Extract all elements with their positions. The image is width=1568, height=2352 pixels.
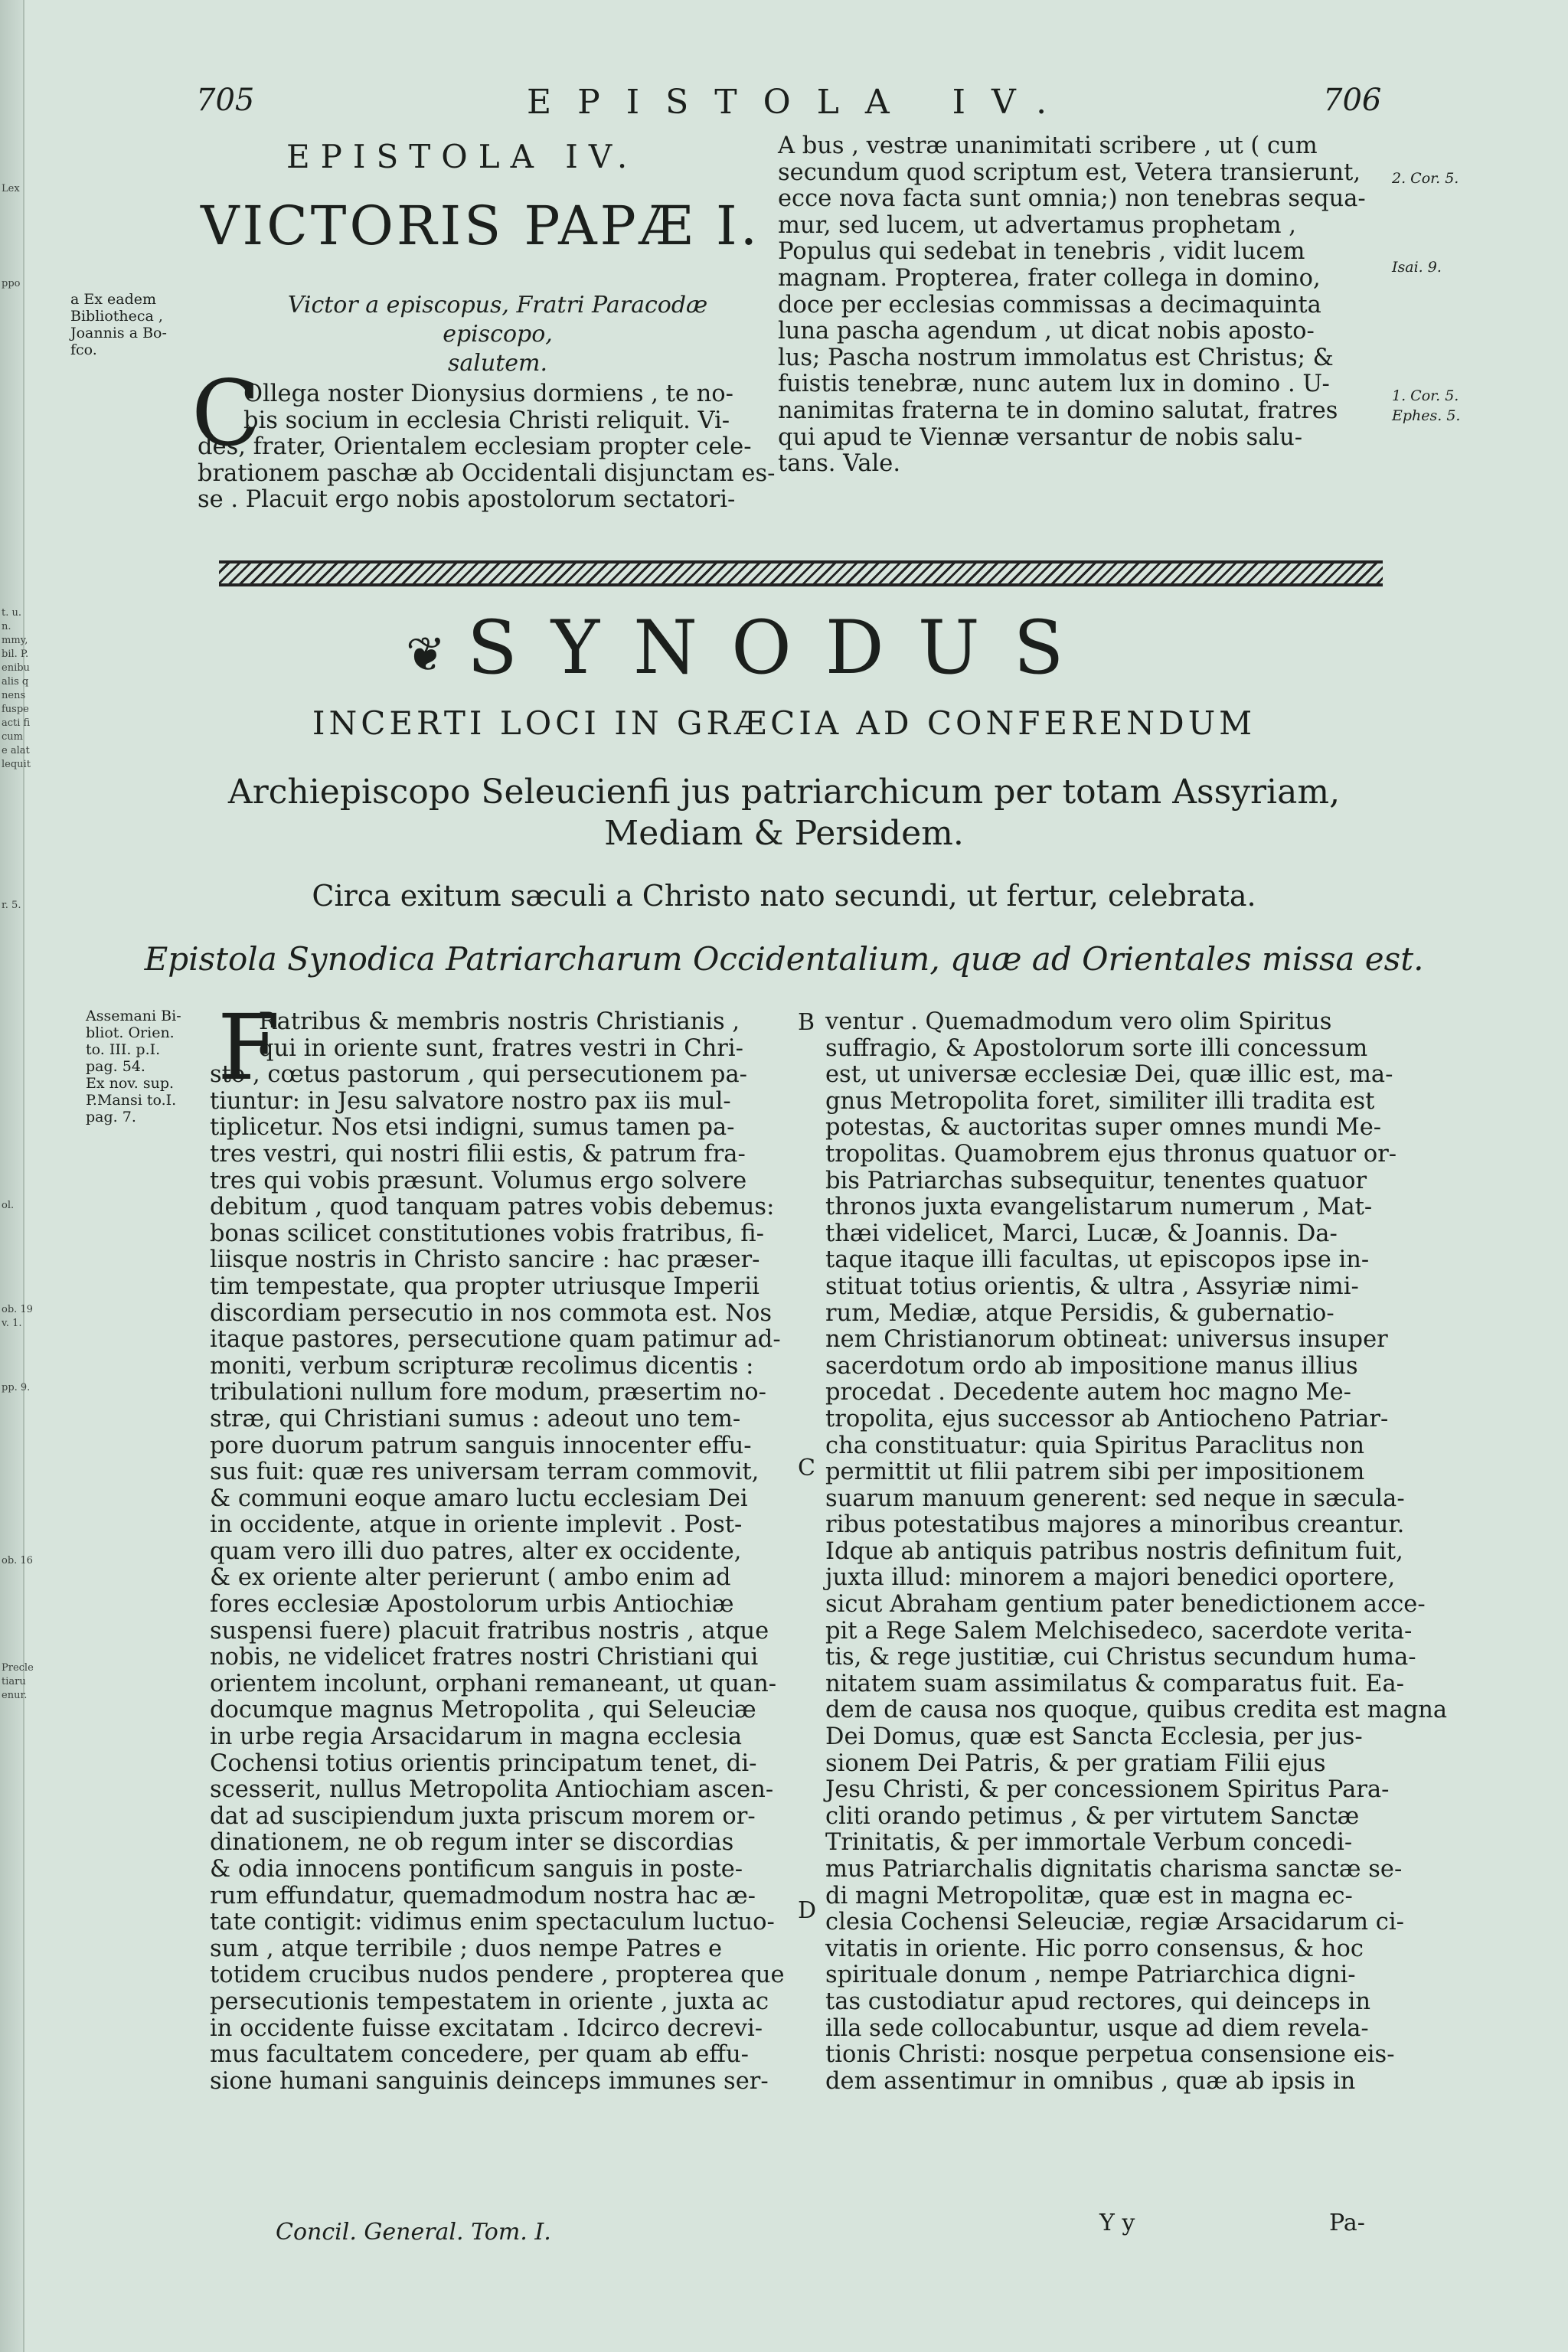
epistola-right-column <box>778 133 1390 478</box>
text-line: totidem crucibus nudos pendere , propterea que <box>210 1962 785 1989</box>
text-line: vitatis in oriente. Hic porro consensus, & hoc <box>825 1935 1364 1962</box>
text-line: tim tempestate, qua propter utriusque Imperii <box>210 1272 760 1300</box>
text-line: mus Patriarchalis dignitatis charisma sanctæ se- <box>825 1856 1403 1883</box>
sidenote-line: pag. 54. <box>86 1058 145 1075</box>
text-line: quam vero illi duo patres, alter ex occidente, <box>210 1537 742 1565</box>
gutter-fragment: ol. <box>2 1200 15 1211</box>
text-line: doce per ecclesias commissas a decimaquinta <box>778 291 1321 318</box>
signature-mark: Y y <box>1099 2210 1135 2236</box>
text-line: sto , cœtus pastorum , qui persecutionem pa- <box>210 1061 747 1089</box>
text-line: di magni Metropolitæ, quæ est in magna ec- <box>825 1882 1353 1909</box>
text-line: mus facultatem concedere, per quam ab effu- <box>210 2041 749 2069</box>
text-line: sione humani sanguinis deinceps immunes ser- <box>210 2067 769 2095</box>
synodus-left-column <box>210 995 792 2095</box>
text-line: moniti, verbum scripturæ recolimus dicentis : <box>210 1352 754 1380</box>
sidenote-line: fco. <box>70 341 97 358</box>
sidenote-line: pag. 7. <box>86 1109 136 1125</box>
text-line: persecutionis tempestatem in oriente , juxta ac <box>210 1988 769 2015</box>
text-line: suspensi fuere) placuit fratribus nostris , atque <box>210 1617 769 1645</box>
text-line: discordiam persecutio in nos commota est. Nos <box>210 1299 772 1327</box>
text-line: pit a Rege Salem Melchisedeco, sacerdote verita- <box>825 1617 1413 1645</box>
text-line: Ratribus & membris nostris Christianis , <box>259 1008 740 1035</box>
text-line: gnus Metropolita foret, similiter illi tradita est <box>825 1087 1375 1115</box>
text-line: bis Patriarchas subsequitur, tenentes quatuor <box>825 1167 1367 1194</box>
text-line: scesserit, nullus Metropolita Antiochiam ascen- <box>210 1776 774 1804</box>
text-line: taque itaque illi facultas, ut episcopos ipse in- <box>825 1246 1370 1274</box>
running-title: EPISTOLA IV. <box>527 83 1073 122</box>
text-line: nanimitas fraterna te in domino salutat, fratres <box>778 397 1338 424</box>
epistola-left-column <box>198 381 776 514</box>
text-line: tropolitas. Quamobrem ejus thronus quatuor or- <box>825 1140 1397 1168</box>
text-line: se . Placuit ergo nobis apostolorum sectatori- <box>198 486 736 514</box>
gutter-fragment: pp. 9. <box>2 1382 31 1393</box>
text-line: tiplicetur. Nos etsi indigni, sumus tamen pa- <box>210 1114 735 1142</box>
synodus-subtitle: INCERTI LOCI IN GRÆCIA AD CONFERENDUM <box>312 704 1256 742</box>
column-marker: B <box>798 1009 815 1036</box>
text-line: & communi eoque amaro luctu ecclesiam Dei <box>210 1485 748 1512</box>
text-line: tres vestri, qui nostri filii estis, & patrum fra- <box>210 1140 746 1168</box>
drop-cap: C <box>191 361 261 466</box>
text-line: secundum quod scriptum est, Vetera transierunt, <box>778 158 1361 186</box>
sidenote-line: Ex nov. sup. <box>86 1075 175 1092</box>
text-line: nobis, ne videlicet fratres nostri Christiani qui <box>210 1644 759 1671</box>
text-line: Ollega noster Dionysius dormiens , te no- <box>243 381 733 407</box>
gutter-fragment: ob. 16 <box>2 1555 33 1566</box>
text-line: magnam. Propterea, frater collega in domino, <box>778 264 1321 292</box>
text-line: sacerdotum ordo ab impositione manus illius <box>825 1352 1358 1380</box>
gutter-fragment: Precle tiaru enur. <box>2 1662 34 1701</box>
text-line: est, ut universæ ecclesiæ Dei, quæ illic est, ma- <box>825 1061 1393 1089</box>
margin-reference: 2. Cor. 5. <box>1392 170 1459 187</box>
circa-line: Circa exitum sæculi a Christo nato secundi, ut fertur, celebrata. <box>312 879 1256 913</box>
text-line: Trinitatis, & per immortale Verbum concedi- <box>825 1829 1353 1857</box>
text-line: sicut Abraham gentium pater benedictionem acce- <box>825 1591 1426 1619</box>
text-line: Dei Domus, quæ est Sancta Ecclesia, per jus- <box>825 1723 1363 1751</box>
margin-reference: Ephes. 5. <box>1392 407 1461 424</box>
text-line: tribulationi nullum fore modum, præsertim no- <box>210 1379 766 1406</box>
text-line: thronos juxta evangelistarum numerum , Mat- <box>825 1194 1373 1221</box>
text-line: potestas, & auctoritas super omnes mundi Me- <box>825 1114 1382 1142</box>
text-line: juxta illud: minorem a majori benedici oportere, <box>825 1564 1396 1592</box>
text-line: sum , atque terribile ; duos nempe Patres e <box>210 1935 723 1962</box>
text-line: tis, & rege justitiæ, cui Christus secundum huma- <box>825 1644 1416 1671</box>
gutter-fragment: t. u. n. mmy, bil. P. enibu alis q nens fuspe acti fi cum e alat lequit <box>2 607 31 770</box>
sidenote-source <box>70 291 167 358</box>
sidenote-line: Joannis a Bo- <box>70 325 167 341</box>
column-marker: D <box>798 1897 817 1924</box>
sidenote-line: Bibliotheca , <box>70 308 163 325</box>
text-line: dinationem, ne ob regum inter se discordias <box>210 1829 734 1857</box>
synodus-archi <box>0 772 1568 854</box>
text-line: ventur . Quemadmodum vero olim Spiritus <box>825 1008 1332 1035</box>
gutter-fragment: ob. 19 v. 1. <box>2 1304 33 1329</box>
text-line: ecce nova facta sunt omnia;) non tenebras sequa- <box>778 185 1366 213</box>
sidenote-line: P.Mansi to.I. <box>86 1092 177 1109</box>
text-line: itaque pastores, persecutione quam patimur ad- <box>210 1326 781 1354</box>
salutation-line: Victor a episcopus, Fratri Paracodæ episcopo, <box>287 292 708 348</box>
text-line: nem Christianorum obtineat: universus insuper <box>825 1326 1388 1354</box>
column-marker: C <box>798 1455 815 1481</box>
text-line: dem de causa nos quoque, quibus credita est magna <box>825 1697 1448 1724</box>
text-line: ribus potestatibus majores a minoribus creantur. <box>825 1511 1405 1539</box>
text-line: tiuntur: in Jesu salvatore nostro pax iis mul- <box>210 1087 731 1115</box>
text-line: cha constituatur: quia Spiritus Paraclitus non <box>825 1432 1365 1459</box>
margin-reference: 1. Cor. 5. <box>1392 387 1459 404</box>
page-number-right: 706 <box>1323 83 1382 118</box>
sidenote-line: bliot. Orien. <box>86 1024 175 1041</box>
text-line: thæi videlicet, Marci, Lucæ, & Joannis. Da- <box>825 1220 1338 1247</box>
text-line: debitum , quod tanquam patres vobis debemus: <box>210 1194 775 1221</box>
text-line: fores ecclesiæ Apostolorum urbis Antiochiæ <box>210 1591 734 1619</box>
fleuron-icon: ❦ <box>406 626 446 682</box>
text-line: stræ, qui Christiani sumus : adeout uno tem- <box>210 1405 741 1432</box>
text-line: Idque ab antiquis patribus nostris definitum fuit, <box>825 1537 1403 1565</box>
text-line: Populus qui sedebat in tenebris , vidit lucem <box>778 238 1305 266</box>
text-line: tres qui vobis præsunt. Volumus ergo solvere <box>210 1167 747 1194</box>
text-line: cliti orando petimus , & per virtutem Sanctæ <box>825 1802 1360 1830</box>
sidenote-line: a Ex eadem <box>70 291 156 308</box>
text-line: & odia innocens pontificum sanguis in poste- <box>210 1856 743 1883</box>
sidenote-line: Assemani Bi- <box>86 1008 181 1024</box>
text-line: tas custodiatur apud rectores, qui deinceps in <box>825 1988 1370 2015</box>
text-line: clesia Cochensi Seleuciæ, regiæ Arsacidarum ci- <box>825 1909 1404 1936</box>
text-line: dem assentimur in omnibus , quæ ab ipsis in <box>825 2067 1356 2095</box>
text-line: Jesu Christi, & per concessionem Spiritus Para- <box>825 1776 1390 1804</box>
text-line: bonas scilicet constitutiones vobis fratribus, fi- <box>210 1220 764 1247</box>
text-line: rum effundatur, quemadmodum nostra hac æ- <box>210 1882 756 1909</box>
text-line: in occidente fuisse excitatam . Idcirco decrevi- <box>210 2014 763 2042</box>
text-line: orientem incolunt, orphani remaneant, ut quan- <box>210 1670 777 1697</box>
synodus-right-column <box>825 1008 1448 2095</box>
text-line: spirituale donum , nempe Patriarchica digni- <box>825 1962 1356 1989</box>
text-line: fuistis tenebræ, nunc autem lux in domino . U- <box>778 371 1330 398</box>
text-line: mur, sed lucem, ut advertamus prophetam , <box>778 211 1296 239</box>
ornamental-rule <box>219 560 1383 586</box>
text-line: illa sede collocabuntur, usque ad diem revela- <box>825 2014 1369 2042</box>
text-line: permittit ut filii patrem sibi per impositionem <box>825 1459 1365 1486</box>
synodus-title-text: SYNODUS <box>466 605 1098 691</box>
text-line: suarum manuum generent: sed neque in sæcula- <box>825 1485 1405 1512</box>
footer-volume: Concil. General. Tom. I. <box>276 2219 551 2246</box>
sidenote-line: to. III. p.I. <box>86 1041 161 1058</box>
text-line: tropolita, ejus successor ab Antiocheno Patriar- <box>825 1405 1389 1432</box>
text-line: des, frater, Orientalem ecclesiam propter cele- <box>198 433 752 461</box>
text-line: sus fuit: quæ res universam terram commovit, <box>210 1459 760 1486</box>
page-number-left: 705 <box>196 83 255 118</box>
catchword: Pa- <box>1329 2210 1365 2236</box>
text-line: suffragio, & Apostolorum sorte illi concessum <box>825 1034 1368 1062</box>
salutation-line: salutem. <box>448 350 547 377</box>
text-line: qui apud te Viennæ versantur de nobis salu- <box>778 423 1303 451</box>
drop-cap: F <box>217 995 280 1100</box>
margin-reference: Isai. 9. <box>1392 259 1442 276</box>
text-line: rum, Mediæ, atque Persidis, & gubernatio- <box>825 1299 1334 1327</box>
text-line: documque magnus Metropolita , qui Seleuciæ <box>210 1697 756 1724</box>
sidenote-assemani <box>86 1008 181 1125</box>
text-line: nitatem suam assimilatus & comparatus fuit. Ea- <box>825 1670 1404 1697</box>
text-line: in urbe regia Arsacidarum in magna ecclesia <box>210 1723 743 1751</box>
epistola-synodica-heading: Epistola Synodica Patriarcharum Occidentalium, quæ ad Orientales missa est. <box>144 940 1424 978</box>
gutter-fragment: ppo <box>2 278 21 289</box>
text-line: A bus , vestræ unanimitati scribere , ut ( cum <box>778 132 1318 159</box>
text-line: tans. Vale. <box>778 450 901 478</box>
archi-line: Archiepiscopo Seleucienfi jus patriarchicum per totam Assyriam, <box>227 773 1341 812</box>
victor-heading: VICTORIS PAPÆ I. <box>201 194 760 257</box>
text-line: pore duorum patrum sanguis innocenter effu- <box>210 1432 752 1459</box>
text-line: tionis Christi: nosque perpetua consensione eis- <box>825 2041 1395 2069</box>
text-line: luna pascha agendum , ut dicat nobis aposto- <box>778 318 1315 345</box>
archi-line: Mediam & Persidem. <box>604 814 964 853</box>
text-line: lus; Pascha nostrum immolatus est Christus; & <box>778 344 1334 371</box>
text-line: sionem Dei Patris, & per gratiam Filii ejus <box>825 1749 1326 1777</box>
gutter-fragment: r. 5. <box>2 900 21 911</box>
text-line: Cochensi totius orientis principatum tenet, di- <box>210 1749 757 1777</box>
text-line: & ex oriente alter perierunt ( ambo enim ad <box>210 1564 731 1592</box>
synodus-title <box>406 605 1097 691</box>
text-line: stituat totius orientis, & ultra , Assyriæ nimi- <box>825 1272 1359 1300</box>
text-line: procedat . Decedente autem hoc magno Me- <box>825 1379 1351 1406</box>
gutter-fragment: Lex <box>2 183 20 194</box>
text-line: dat ad suscipiendum juxta priscum morem or- <box>210 1802 756 1830</box>
text-line: brationem paschæ ab Occidentali disjunctam es- <box>198 459 776 487</box>
text-line: in occidente, atque in oriente implevit . Post- <box>210 1511 743 1539</box>
salutation <box>230 291 766 378</box>
text-line: liisque nostris in Christo sancire : hac præser- <box>210 1246 760 1274</box>
text-line: tate contigit: vidimus enim spectaculum luctuo- <box>210 1909 775 1936</box>
epistola-title: EPISTOLA IV. <box>286 138 639 175</box>
binding-gutter <box>0 0 34 2352</box>
text-line: qui in oriente sunt, fratres vestri in Chri- <box>259 1034 743 1062</box>
text-line: bis socium in ecclesia Christi reliquit. Vi- <box>243 407 730 434</box>
